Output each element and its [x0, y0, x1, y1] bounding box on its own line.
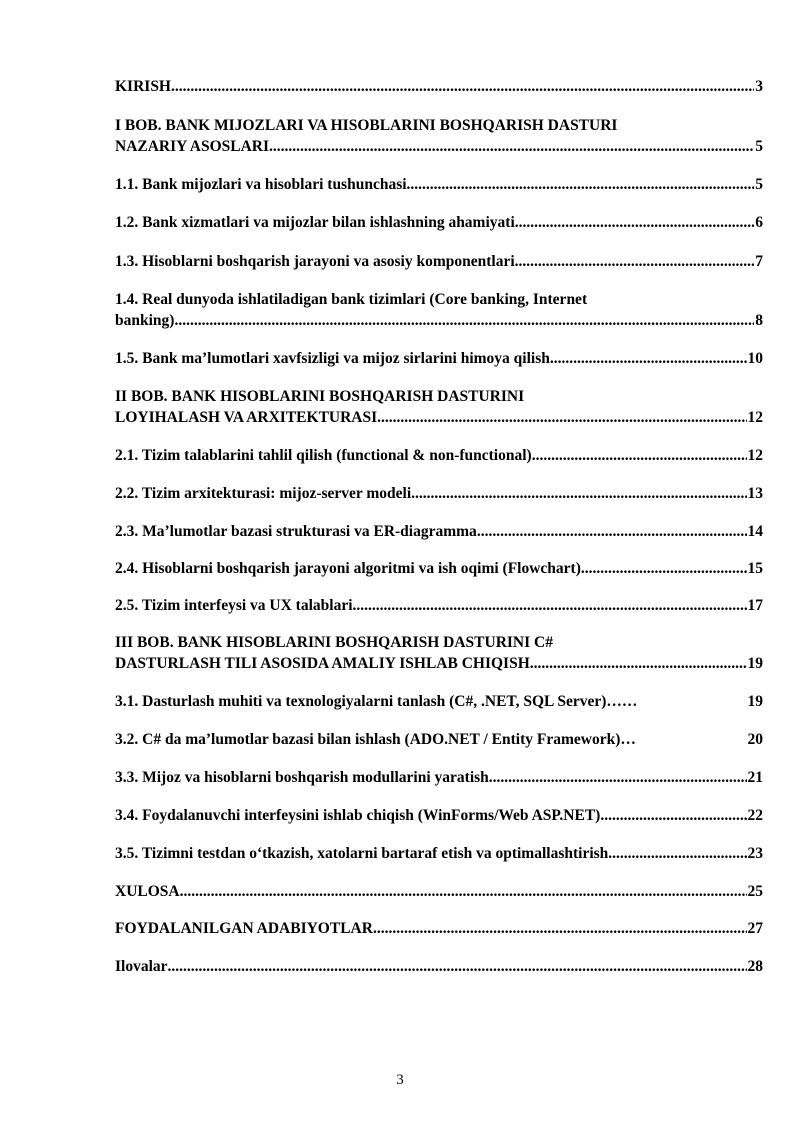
toc-entry-1-3[interactable]: [115, 251, 763, 272]
toc-entry-page: 7: [755, 253, 763, 270]
toc-entry-title: 3.2. C# da ma’lumotlar bazasi bilan ishlash (ADO.NET / Entity Framework)…: [115, 731, 636, 748]
toc-entry-xulosa[interactable]: [115, 881, 763, 902]
toc-entry-title: 3.1. Dasturlash muhiti va texnologiyalarni tanlash (C#, .NET, SQL Server)……: [115, 693, 638, 710]
toc-entry-page: 19: [747, 655, 763, 672]
toc-entry-2-2[interactable]: [115, 483, 763, 504]
toc-entry-3-4[interactable]: [115, 805, 763, 826]
toc-entry-title: 1.1. Bank mijozlari va hisoblari tushunchasi: [115, 176, 407, 193]
dot-leader: [489, 767, 747, 788]
toc-entry-page: 5: [755, 176, 763, 193]
toc-entry-page: 6: [755, 214, 763, 231]
toc-entry-title: 2.4. Hisoblarni boshqarish jarayoni algoritmi va ish oqimi (Flowchart): [115, 560, 581, 577]
toc-entry-title: KIRISH: [115, 78, 171, 95]
toc-entry-page: 27: [747, 920, 763, 937]
dot-leader: [269, 136, 754, 157]
toc-entry-title: 1.3. Hisoblarni boshqarish jarayoni va asosiy komponentlari: [115, 253, 515, 270]
toc-entry-title: 1.2. Bank xizmatlari va mijozlar bilan ishlashning ahamiyati: [115, 214, 515, 231]
toc-entry-title: DASTURLASH TILI ASOSIDA AMALIY ISHLAB CHIQISH: [115, 655, 530, 672]
toc-entry-page: 12: [747, 447, 763, 464]
toc-entry-page: 22: [747, 807, 763, 824]
toc-entry-1-5[interactable]: [115, 348, 763, 369]
toc-entry-title: XULOSA: [115, 883, 180, 900]
toc-entry-adabiyotlar[interactable]: [115, 918, 763, 939]
toc-entry-3-2[interactable]: [115, 729, 763, 750]
toc-entry-page: 13: [747, 485, 763, 502]
toc-entry-title: 2.2. Tizim arxitekturasi: mijoz-server modeli: [115, 485, 412, 502]
toc-entry-kirish[interactable]: [115, 76, 763, 97]
toc-entry-ilovalar[interactable]: [115, 956, 763, 977]
toc-entry-chapter-3[interactable]: [115, 632, 763, 674]
toc-entry-title: LOYIHALASH VA ARXITEKTURASI: [115, 409, 378, 426]
toc-entry-1-2[interactable]: [115, 212, 763, 233]
toc-entry-page: 25: [747, 883, 763, 900]
toc-entry-page: 8: [755, 312, 763, 329]
toc-entry-chapter-1[interactable]: [115, 115, 763, 157]
toc-entry-2-4[interactable]: [115, 558, 763, 579]
dot-leader: [532, 445, 747, 466]
dot-leader: [530, 653, 747, 674]
dot-leader: [550, 348, 747, 369]
dot-leader: [180, 881, 747, 902]
toc-entry-page: 3: [755, 78, 763, 95]
toc-entry-title-line1: I BOB. BANK MIJOZLARI VA HISOBLARINI BOSHQARISH DASTURI: [115, 117, 618, 134]
toc-entry-title: FOYDALANILGAN ADABIYOTLAR: [115, 920, 373, 937]
dot-leader: [515, 212, 755, 233]
toc-entry-3-5[interactable]: [115, 843, 763, 864]
dot-leader: [168, 956, 747, 977]
toc-entry-page: 19: [747, 693, 763, 710]
dot-leader: [377, 407, 746, 428]
toc-entry-title: Ilovalar: [115, 958, 168, 975]
toc-entry-page: 10: [747, 350, 763, 367]
toc-entry-title: 2.5. Tizim interfeysi va UX talablari: [115, 597, 353, 614]
toc-entry-1-1[interactable]: [115, 174, 763, 195]
toc-entry-page: 20: [747, 731, 763, 748]
toc-entry-page: 21: [747, 769, 763, 786]
toc-entry-title-line1: II BOB. BANK HISOBLARINI BOSHQARISH DASTURINI: [115, 388, 525, 405]
toc-entry-page: 15: [747, 560, 763, 577]
dot-leader: [515, 251, 755, 272]
toc-entry-1-4[interactable]: [115, 289, 763, 331]
dot-leader: [608, 843, 746, 864]
dot-leader: [407, 174, 755, 195]
toc-entry-title: 2.1. Tizim talablarini tahlil qilish (functional & non-functional): [115, 447, 532, 464]
toc-entry-title-line1: 1.4. Real dunyoda ishlatiladigan bank tizimlari (Core banking, Internet: [115, 291, 588, 308]
dot-leader: [171, 76, 754, 97]
toc-entry-title: 3.4. Foydalanuvchi interfeysini ishlab chiqish (WinForms/Web ASP.NET): [115, 807, 601, 824]
dot-leader: [174, 310, 754, 331]
toc-entry-chapter-2[interactable]: [115, 386, 763, 428]
dot-leader: [600, 805, 746, 826]
toc-entry-page: 28: [747, 958, 763, 975]
toc-entry-title: NAZARIY ASOSLARI: [115, 138, 270, 155]
toc-entry-2-3[interactable]: [115, 521, 763, 542]
dot-leader: [477, 521, 747, 542]
toc-entry-3-3[interactable]: [115, 767, 763, 788]
toc-entry-page: 12: [747, 409, 763, 426]
toc-entry-3-1[interactable]: [115, 691, 763, 712]
toc-entry-title: banking): [115, 312, 175, 329]
toc-entry-title: 2.3. Ma’lumotlar bazasi strukturasi va ER-diagramma: [115, 523, 477, 540]
toc-entry-2-1[interactable]: [115, 445, 763, 466]
dot-leader: [373, 918, 747, 939]
toc-entry-page: 17: [747, 597, 763, 614]
dot-leader: [353, 595, 747, 616]
dot-leader: [581, 558, 747, 579]
toc-entry-title: 3.5. Tizimni testdan o‘tkazish, xatolarni bartaraf etish va optimallashtirish: [115, 845, 609, 862]
page-number: 3: [396, 1072, 404, 1088]
toc-entry-page: 23: [747, 845, 763, 862]
toc-entry-title: 3.3. Mijoz va hisoblarni boshqarish modullarini yaratish: [115, 769, 489, 786]
toc-entry-title: 1.5. Bank ma’lumotlari xavfsizligi va mijoz sirlarini himoya qilish: [115, 350, 550, 367]
toc-entry-page: 5: [755, 138, 763, 155]
toc-entry-title-line1: III BOB. BANK HISOBLARINI BOSHQARISH DASTURINI C#: [115, 634, 553, 651]
toc-entry-2-5[interactable]: [115, 595, 763, 616]
dot-leader: [411, 483, 746, 504]
toc-entry-page: 14: [747, 523, 763, 540]
